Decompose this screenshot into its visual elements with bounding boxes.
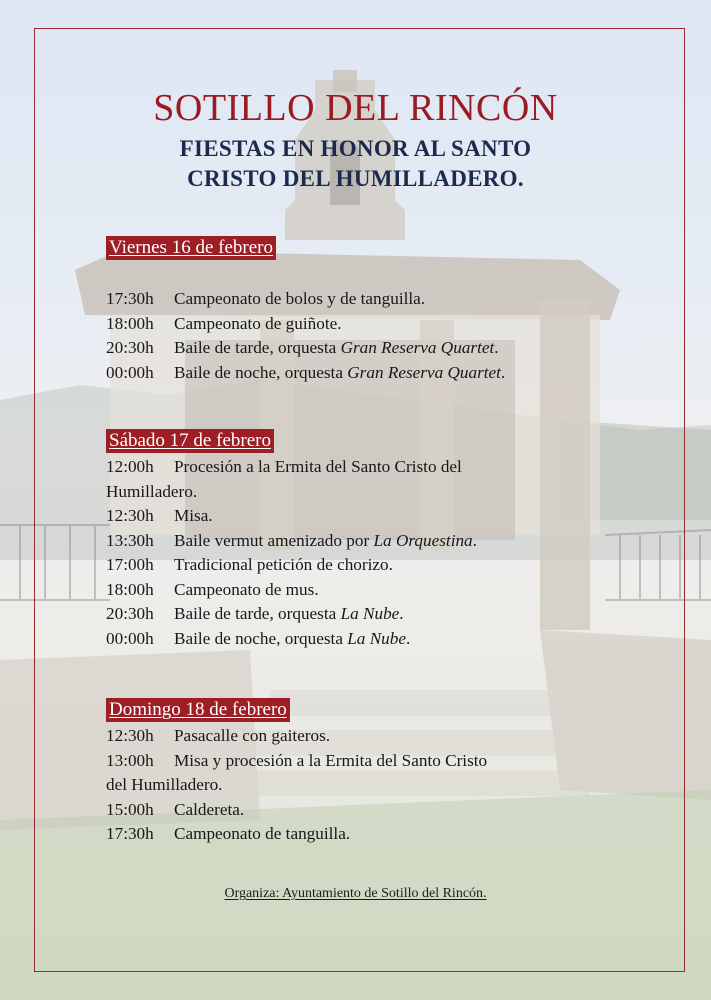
event-time: 17:30h xyxy=(106,289,154,308)
poster-title: SOTILLO DEL RINCÓN xyxy=(153,87,558,129)
event-row xyxy=(106,822,646,847)
event-row xyxy=(106,287,646,312)
day-heading-viernes: Viernes 16 de febrero xyxy=(106,236,276,260)
schedule-sabado xyxy=(106,455,646,651)
event-row xyxy=(106,602,646,627)
schedule-viernes xyxy=(106,287,646,385)
event-desc xyxy=(174,361,646,386)
day-heading-sabado: Sábado 17 de febrero xyxy=(106,429,274,453)
event-text: Campeonato de tanguilla. xyxy=(174,824,351,843)
subtitle-line: FIESTAS EN HONOR AL SANTO xyxy=(179,136,532,161)
event-time: 17:00h xyxy=(106,555,154,574)
event-row xyxy=(106,749,646,774)
event-continuation: Humilladero. xyxy=(106,481,198,501)
event-continuation: del Humilladero. xyxy=(106,775,223,794)
event-text: Campeonato de bolos y de tanguilla. xyxy=(174,289,426,308)
band-name: Gran Reserva Quartet xyxy=(340,338,495,357)
event-row xyxy=(106,504,646,529)
event-punct: . xyxy=(472,530,477,550)
event-text: Baile vermut amenizado por xyxy=(174,530,374,550)
event-row xyxy=(106,578,646,603)
event-punct: . xyxy=(500,362,506,382)
event-row xyxy=(106,724,646,749)
event-text: Misa. xyxy=(174,506,213,525)
event-row xyxy=(106,529,646,554)
event-row xyxy=(106,455,646,480)
event-row xyxy=(106,798,646,823)
event-time: 00:00h xyxy=(106,362,154,382)
event-punct: . xyxy=(494,338,499,357)
band-name: La Nube xyxy=(340,604,400,623)
event-text: Campeonato de guiñote. xyxy=(174,313,342,333)
event-desc xyxy=(174,529,646,554)
band-name: La Nube xyxy=(347,628,406,648)
event-row xyxy=(106,361,646,386)
band-name: La Orquestina xyxy=(373,530,473,550)
event-text: Misa y procesión a la Ermita del Santo Cristo xyxy=(174,750,488,770)
event-time: 12:30h xyxy=(106,726,154,745)
event-text: Campeonato de mus. xyxy=(174,579,319,599)
subtitle-line: CRISTO DEL HUMILLADERO. xyxy=(187,166,524,191)
day-heading-domingo: Domingo 18 de febrero xyxy=(106,698,290,722)
event-time: 20:30h xyxy=(106,604,154,623)
event-time: 12:00h xyxy=(106,457,154,476)
event-punct: . xyxy=(405,628,411,648)
event-time: 12:30h xyxy=(106,506,154,525)
event-punct: . xyxy=(399,604,404,623)
event-time: 00:00h xyxy=(106,628,154,648)
event-text: Baile de tarde, orquesta xyxy=(174,338,341,357)
event-time: 17:30h xyxy=(106,824,154,843)
event-text: Baile de tarde, orquesta xyxy=(174,604,341,623)
poster-subtitle xyxy=(0,134,711,194)
event-desc xyxy=(174,602,646,627)
event-desc xyxy=(174,627,646,652)
event-time: 20:30h xyxy=(106,338,154,357)
event-row xyxy=(106,312,646,337)
event-desc xyxy=(174,336,646,361)
event-time: 13:30h xyxy=(106,530,154,550)
event-row xyxy=(106,553,646,578)
organizer-footer: Organiza: Ayuntamiento de Sotillo del Rincón. xyxy=(224,886,487,901)
event-text: Pasacalle con gaiteros. xyxy=(174,726,331,745)
band-name: Gran Reserva Quartet xyxy=(347,362,501,382)
event-text: Tradicional petición de chorizo. xyxy=(174,555,393,574)
event-time: 15:00h xyxy=(106,799,154,819)
event-text: Baile de noche, orquesta xyxy=(174,628,348,648)
event-text: Procesión a la Ermita del Santo Cristo del xyxy=(174,457,462,476)
event-text: Baile de noche, orquesta xyxy=(174,362,348,382)
event-time: 18:00h xyxy=(106,579,154,599)
event-time: 13:00h xyxy=(106,750,154,770)
event-time: 18:00h xyxy=(106,313,154,333)
event-row xyxy=(106,336,646,361)
event-text: Caldereta. xyxy=(174,799,245,819)
schedule-domingo xyxy=(106,724,646,847)
event-row xyxy=(106,627,646,652)
